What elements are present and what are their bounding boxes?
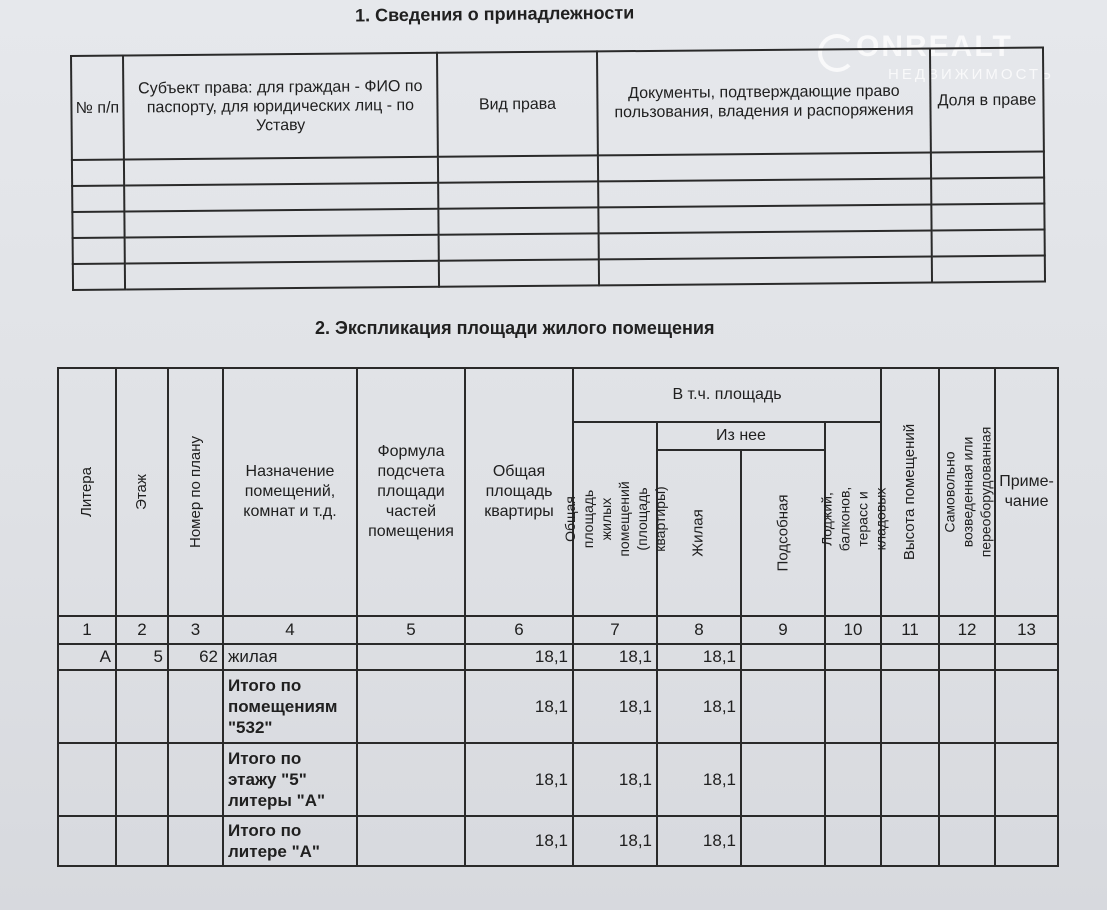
cell-purpose: Итого по этажу "5" литеры "А" [223, 743, 357, 816]
cell-purpose: Итого по помещениям "532" [223, 670, 357, 743]
col-num: 5 [357, 616, 465, 644]
header-unauthorized: Самовольно возведенная или переоборудованная [941, 426, 994, 558]
ownership-table [70, 47, 1046, 291]
header-documents: Документы, подтверждающие право пользования, владения и распоряжения [597, 48, 931, 155]
cell-general-living: 18,1 [573, 670, 657, 743]
header-total-area: Общая площадь квартиры [465, 368, 573, 616]
cell-total-area: 18,1 [465, 670, 573, 743]
header-plan-number: Номер по плану [186, 436, 204, 548]
table-row [58, 816, 1058, 866]
table-row [58, 743, 1058, 816]
section1-title: 1. Сведения о принадлежности [354, 2, 635, 26]
col-num: 6 [465, 616, 573, 644]
cell-purpose: Итого по литере "А" [223, 816, 357, 866]
header-formula: Формула подсчета площади частей помещения [357, 368, 465, 616]
header-purpose: Назначение помещений, комнат и т.д. [223, 368, 357, 616]
cell-total-area: 18,1 [465, 743, 573, 816]
col-num: 9 [741, 616, 825, 644]
cell-general-living: 18,1 [573, 743, 657, 816]
cell-living: 18,1 [657, 816, 741, 866]
ownership-header-row [71, 48, 1044, 160]
col-num: 10 [825, 616, 881, 644]
header-right-type: Вид права [437, 51, 598, 156]
cell-living: 18,1 [657, 670, 741, 743]
watermark-title: ONREALT [856, 30, 1013, 63]
col-num: 2 [116, 616, 168, 644]
header-share: Доля в праве [930, 48, 1044, 153]
col-num: 8 [657, 616, 741, 644]
header-of-which: Из нее [657, 422, 825, 450]
header-height: Высота помещений [901, 423, 919, 561]
header-subject: Субъект права: для граждан - ФИО по паспорту, для юридических лиц - по Уставу [123, 53, 438, 160]
col-num: 4 [223, 616, 357, 644]
col-num: 7 [573, 616, 657, 644]
cell-total-area: 18,1 [465, 644, 573, 670]
cell-plan-number: 62 [168, 644, 223, 670]
cell-living: 18,1 [657, 644, 741, 670]
header-note: Приме-чание [995, 368, 1058, 616]
header-incl-area: В т.ч. площадь [573, 368, 881, 422]
col-num: 1 [58, 616, 116, 644]
header-loggias: Лоджий, балконов, терасс и кладовых [818, 486, 889, 552]
cell-litera: А [58, 644, 116, 670]
cell-floor: 5 [116, 644, 168, 670]
header-floor: Этаж [132, 474, 150, 510]
cell-total-area: 18,1 [465, 816, 573, 866]
table-row [58, 670, 1058, 743]
section2-title: 2. Экспликация площади жилого помещения [315, 318, 715, 338]
col-num: 11 [881, 616, 939, 644]
explication-table [57, 367, 1059, 867]
header-living: Жилая [689, 509, 707, 557]
header-auxiliary: Подсобная [774, 494, 791, 572]
header-general-living: Общая площадь жилых помещений (площадь квартиры) [562, 481, 668, 557]
explication-header-row [58, 368, 1058, 422]
col-num: 12 [939, 616, 995, 644]
cell-purpose: жилая [223, 644, 357, 670]
header-num: № п/п [71, 56, 124, 160]
table-row [58, 644, 1058, 670]
cell-living: 18,1 [657, 743, 741, 816]
col-num: 3 [168, 616, 223, 644]
cell-general-living: 18,1 [573, 816, 657, 866]
watermark-subtitle: НЕДВИЖИМОСТЬ [888, 66, 1054, 83]
cell-general-living: 18,1 [573, 644, 657, 670]
header-litera: Литера [77, 467, 95, 517]
col-num: 13 [995, 616, 1058, 644]
column-number-row [58, 616, 1058, 644]
